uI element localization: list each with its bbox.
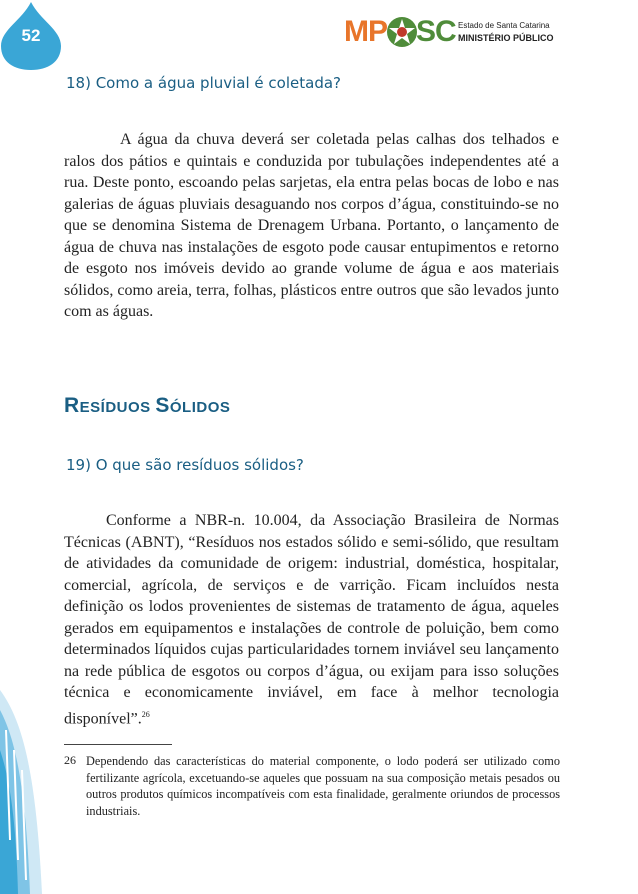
mpsc-logo: [344, 12, 634, 52]
logo-mp-text: MP: [344, 15, 387, 48]
footnote-divider: [64, 744, 172, 745]
question-19-body-text: Conforme a NBR-n. 10.004, da Associação Brasileira de Normas Técnicas (ABNT), “Resíduos nos estados sólido e semi-sólido, que resultam de atividades da comunidade de origem: industrial, doméstica, hospitalar, comercial, agrícola, de serviços e de varrição. Ficam incluídos nesta definição os lodos provenientes de sistemas de tratamento de água, aqueles gerados em equipamentos e instalações de controle de poluição, bem como determinados líquidos cujas particularidades tornem inviável seu lançamento na rede pública de esgotos ou corpos d’água, ou exijam para isso soluções técnica e economicamente inviável, em face à melhor tecnologia disponível”.: [64, 512, 559, 727]
page-number: 52: [21, 26, 41, 45]
page-number-badge: [0, 0, 72, 72]
logo-state-line: Estado de Santa Catarina: [458, 21, 550, 30]
footnote-reference: 26: [141, 709, 150, 719]
coat-of-arms-icon: [384, 14, 420, 50]
waterfall-decoration-icon: [0, 690, 60, 894]
logo-org-line: MINISTÉRIO PÚBLICO: [458, 33, 554, 43]
question-19-heading: 19) O que são resíduos sólidos?: [66, 456, 304, 474]
footnote-text: Dependendo das características do material componente, o lodo poderá ser utilizado como fertilizante agrícola, excetuando-se aqueles que possuam na sua composição metais pesados ou outros produtos químicos incompatíveis com esta finalidade, geralmente oriundos de processos industriais.: [86, 754, 560, 819]
question-19-body: [64, 510, 559, 729]
footnote-number: 26: [64, 753, 76, 767]
question-18-heading: 18) Como a água pluvial é coletada?: [66, 74, 341, 92]
logo-sc-text: SC: [416, 15, 456, 48]
question-18-body: A água da chuva deverá ser coletada pelas calhas dos telhados e ralos dos pátios e quintais e conduzida por tubulações independentes até a rua. Deste ponto, escoando pelas sarjetas, ela entra pelas bocas de lobo e nas galerias de águas pluviais desaguando nos corpos d’água, constituindo-se no que se denomina Sistema de Drenagem Urbana. Portanto, o lançamento de água de chuva nas instalações de esgoto pode causar entupimentos e retorno de esgoto nos imóveis devido ao grande volume de água e aos materiais sólidos, como areia, terra, folhas, plásticos entre outros que são levados junto com as águas.: [64, 131, 559, 320]
section-title: RESÍDUOS SÓLIDOS: [64, 394, 231, 417]
